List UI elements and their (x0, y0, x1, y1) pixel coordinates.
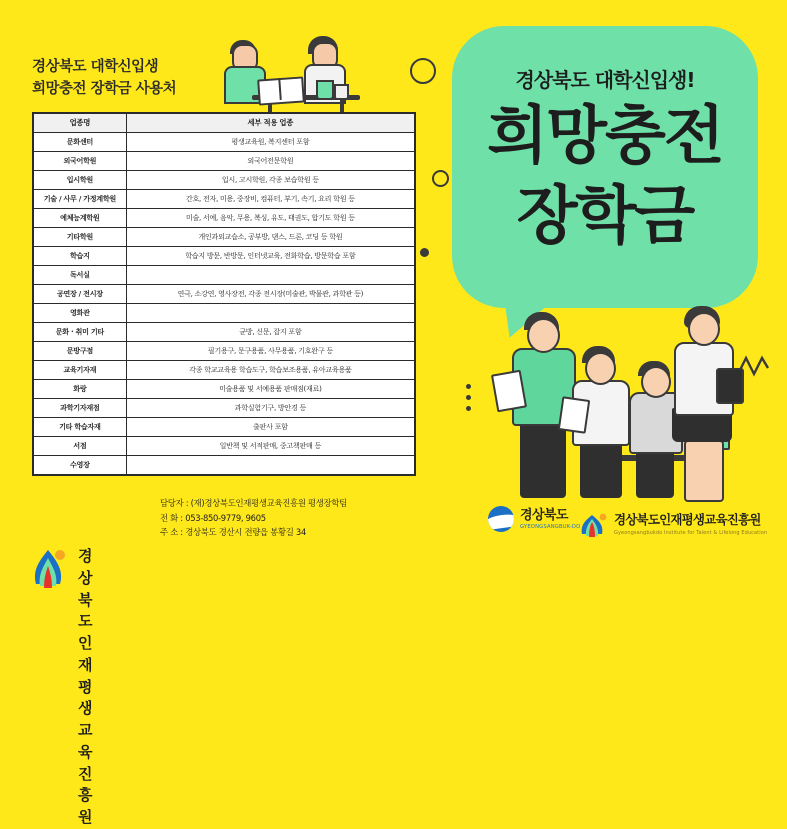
footer (0, 482, 787, 826)
table-row (34, 228, 415, 247)
table-cell-category: 과학기자재점 (34, 399, 127, 418)
province-logo-subtitle: GYEONGSANGBUK-DO (520, 523, 581, 530)
table-cell-category: 문방구점 (34, 342, 127, 361)
circle-outline-icon (410, 58, 436, 84)
table-row (34, 285, 415, 304)
dot-icon (420, 248, 429, 257)
table-row (34, 342, 415, 361)
table-cell-category: 입시학원 (34, 171, 127, 190)
province-logo-title: 경상북도 (520, 507, 568, 523)
table-cell-category: 화랑 (34, 380, 127, 399)
table-row (34, 361, 415, 380)
table-header-cell: 업종명 (34, 114, 127, 133)
contact-block (160, 496, 347, 540)
dot-icon (466, 406, 471, 411)
student-head (585, 352, 616, 385)
table-cell-detail (126, 266, 414, 285)
contact-line-phone: 전 화 : 053-850-9779, 9605 (160, 512, 266, 523)
cup-icon (334, 84, 349, 100)
table-row (34, 380, 415, 399)
headline-left-line1: 경상북도 대학신입생 (32, 59, 159, 75)
table-row (34, 133, 415, 152)
table-cell-category: 교육기자재 (34, 361, 127, 380)
footer-left-logo-text (78, 546, 92, 829)
headline-left-line2: 희망충전 장학금 사용처 (32, 81, 177, 98)
table-cell-category: 영화관 (34, 304, 127, 323)
table-header-cell: 세부 적용 업종 (126, 114, 414, 133)
table-cell-detail: 미술용품 및 서예용품 판매점(재료) (126, 380, 414, 399)
table-cell-detail: 필기용구, 문구용품, 사무용품, 기호완구 등 (126, 342, 414, 361)
table-cell-category: 공연장 / 전시장 (34, 285, 127, 304)
table-row (34, 247, 415, 266)
footer-left-logo-line2: 인재평생교육진흥원 (78, 634, 92, 826)
table-cell-category: 기타학원 (34, 228, 127, 247)
table-header-row (34, 114, 415, 133)
table-leg (340, 99, 344, 113)
student-head (527, 318, 560, 353)
table-cell-detail (126, 456, 414, 475)
bubble-subtitle: 경상북도 대학신입생! (515, 68, 695, 92)
footer-logo-gyeongsangbukdo (488, 506, 580, 532)
table-cell-detail: 과학실험기구, 방안경 등 (126, 399, 414, 418)
table-cell-detail: 평생교육원, 복지센터 포함 (126, 133, 414, 152)
table-cell-detail: 개인과외교습소, 공부방, 댄스, 드론, 코딩 등 학원 (126, 228, 414, 247)
bubble-title-line1: 희망충전 (487, 99, 723, 172)
table-cell-category: 서점 (34, 437, 127, 456)
institute-logo-title: 경상북도인재평생교육진흥원 (614, 512, 761, 528)
table-cell-category: 기술 / 사무 / 가정계학원 (34, 190, 127, 209)
contact-line-manager: 담당자 : (재)경상북도인재평생교육진흥원 평생장학팀 (160, 497, 347, 508)
table-row (34, 456, 415, 475)
footer-logo-institute (578, 512, 767, 538)
headline-left (32, 56, 176, 101)
table-row (34, 209, 415, 228)
table-row (34, 190, 415, 209)
dot-icon (466, 384, 471, 389)
dots-decoration (466, 378, 471, 417)
tablet-icon (716, 368, 744, 404)
table-body (34, 133, 415, 475)
table-cell-category: 문화센터 (34, 133, 127, 152)
table-row (34, 266, 415, 285)
table-cell-category: 수영장 (34, 456, 127, 475)
table-cell-category: 외국어학원 (34, 152, 127, 171)
table-cell-detail: 출판사 포함 (126, 418, 414, 437)
contact-line-address: 주 소 : 경상북도 경산시 전량읍 봉황길 34 (160, 527, 306, 538)
institute-logo-subtitle: Gyeongsangbukdo Institute for Talent & Lifelong Education (614, 529, 768, 536)
table-cell-detail: 미술, 서예, 음악, 무용, 복싱, 유도, 태권도, 합기도 학원 등 (126, 209, 414, 228)
table-cell-detail (126, 304, 414, 323)
table-cell-detail: 입시, 고시학원, 각종 보습학원 등 (126, 171, 414, 190)
usage-table (32, 112, 416, 476)
table-cell-category: 문화 · 취미 기타 (34, 323, 127, 342)
table-cell-category: 학습지 (34, 247, 127, 266)
student-head (641, 366, 671, 398)
circle-outline-icon (432, 170, 449, 187)
table-cell-detail: 학습지 방문, 반방문, 인터넷교육, 전화학습, 방문학습 포함 (126, 247, 414, 266)
table-cell-detail: 외국어전문학원 (126, 152, 414, 171)
table-cell-category: 독서실 (34, 266, 127, 285)
table-row (34, 399, 415, 418)
speech-bubble (452, 26, 758, 308)
institute-emblem-icon (26, 544, 70, 590)
table-row (34, 304, 415, 323)
footer-left-logo-line1: 경상북도 (78, 547, 92, 631)
table-row (34, 152, 415, 171)
table-row (34, 323, 415, 342)
table-row (34, 418, 415, 437)
dot-icon (466, 395, 471, 400)
table-cell-detail: 일반책 및 서적판매, 중고책판매 등 (126, 437, 414, 456)
table-cell-detail: 각종 학교교육용 학습도구, 학습보조용품, 유아교육용품 (126, 361, 414, 380)
usage-table-grid (33, 113, 415, 475)
table-cell-category: 예체능계학원 (34, 209, 127, 228)
table-row (34, 437, 415, 456)
table-cell-category: 기타 학습자재 (34, 418, 127, 437)
bubble-title-line2: 장학금 (516, 179, 694, 252)
cup-icon (316, 80, 334, 100)
book-icon (558, 396, 590, 434)
province-emblem-icon (488, 506, 514, 532)
table-cell-detail: 균방, 신문, 잡지 포함 (126, 323, 414, 342)
institute-logo-icon (578, 512, 608, 538)
book-icon (491, 370, 527, 413)
table-cell-detail: 간호, 전자, 미용, 중장비, 컴퓨터, 부기, 속기, 요리 학원 등 (126, 190, 414, 209)
table-row (34, 171, 415, 190)
table-cell-detail: 연극, 소강연, 영사장전, 각종 전시장(미술관, 박물관, 과학관 등) (126, 285, 414, 304)
student-head (688, 312, 720, 346)
